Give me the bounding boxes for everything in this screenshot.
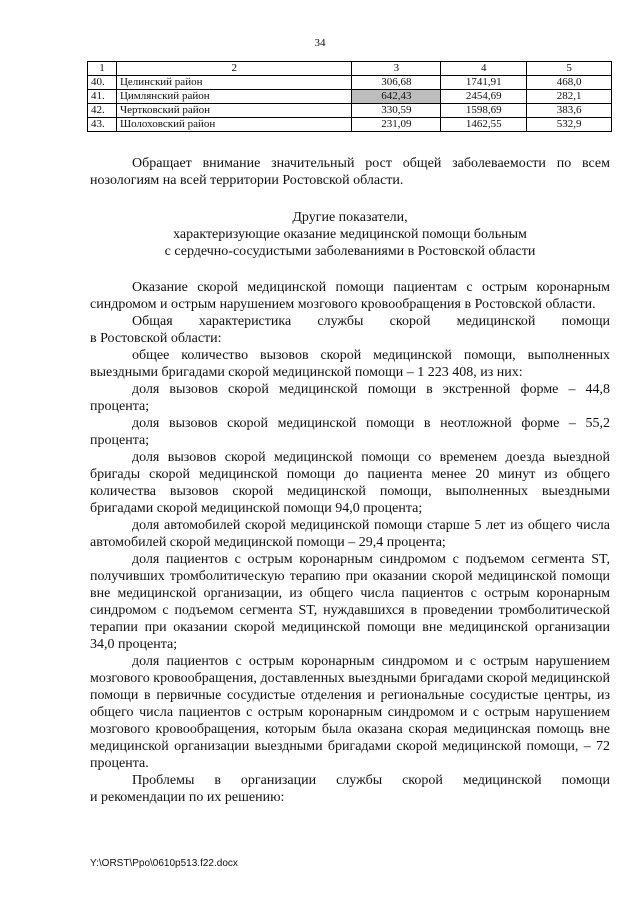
heading-word: скорой: [389, 314, 431, 329]
value-cell: 532,9: [527, 118, 612, 132]
table-row: [88, 76, 612, 90]
table-header-cell: 1: [88, 62, 117, 76]
table-row: [88, 118, 612, 132]
table-header-cell: 3: [352, 62, 441, 76]
heading-word: организации: [240, 773, 317, 788]
value-cell: 231,09: [352, 118, 441, 132]
section-title-line: Другие показатели,: [292, 210, 408, 225]
value-cell: 1462,55: [441, 118, 527, 132]
list-item: общее количество вызовов скорой медицинской помощи, выполненных выездными бригадами скорой медицинской помощи – 1 223 408, из них:: [90, 348, 610, 380]
page-number: 34: [314, 37, 326, 49]
table-row: [88, 90, 612, 104]
main-text: [90, 279, 610, 806]
heading-word: характеристика: [198, 314, 292, 329]
file-path-footer: Y:\ORST\Ppo\0610p513.f22.docx: [90, 858, 238, 869]
heading-word: Общая: [132, 314, 173, 329]
row-number-cell: 43.: [88, 118, 117, 132]
list-item: доля вызовов скорой медицинской помощи в неотложной форме – 55,2 процента;: [90, 416, 610, 448]
table-row: [88, 104, 612, 118]
value-cell: 306,68: [352, 76, 441, 90]
district-name-cell: Шолоховский район: [116, 118, 351, 132]
list-item: доля пациентов с острым коронарным синдромом с подъемом сегмента ST, получивших тромболитическую терапию при оказании скорой медицинской помощи вне медицинской организации, из общего числа пациентов с острым коронарным синдромом с подъемом сегмента ST, нуждавшихся в проведении тромболитической терапии при оказании скорой медицинской помощи вне медицинской организации 34,0 процента;: [90, 552, 610, 652]
value-cell: 383,6: [527, 104, 612, 118]
value-cell: 468,0: [527, 76, 612, 90]
section-title-line: с сердечно-сосудистыми заболеваниями в Ростовской области: [164, 244, 536, 259]
heading-word: в: [214, 773, 221, 788]
value-cell: 1598,69: [441, 104, 527, 118]
intro-paragraph: Оказание скорой медицинской помощи пациентам с острым коронарным синдромом и острым нарушением мозгового кровообращения в Ростовской области.: [90, 280, 610, 312]
value-cell: 282,1: [527, 90, 612, 104]
service-heading-line: [90, 313, 610, 330]
table-header-cell: 5: [527, 62, 612, 76]
district-name-cell: Цимлянский район: [116, 90, 351, 104]
row-number-cell: 42.: [88, 104, 117, 118]
note-paragraph: Обращает внимание значительный рост общей заболеваемости по всем нозологиям на всей территории Ростовской области.: [90, 156, 610, 188]
table-header-cell: 2: [116, 62, 351, 76]
row-number-cell: 40.: [88, 76, 117, 90]
table-header-cell: 4: [441, 62, 527, 76]
heading-word: Проблемы: [132, 773, 195, 788]
heading-word: службы: [336, 773, 383, 788]
heading-word: скорой: [402, 773, 443, 788]
list-item: доля автомобилей скорой медицинской помощи старше 5 лет из общего числа автомобилей скорой медицинской помощи – 29,4 процента;: [90, 518, 610, 550]
list-item: доля пациентов с острым коронарным синдромом и с острым нарушением мозгового кровообращения, доставленных выездными бригадами скорой медицинской помощи в первичные сосудистые отделения и региональные сосудистые центры, из общего числа пациентов с острым коронарным синдромом и с острым нарушением мозгового кровообращения, которым была оказана скорая медицинская помощь вне медицинской организации выездными бригадами скорой медицинской помощи, – 72 процента.: [90, 654, 610, 771]
heading-word: помощи: [561, 314, 610, 329]
problems-heading-tail: и рекомендации по их решению:: [90, 790, 285, 805]
heading-word: службы: [317, 314, 364, 329]
heading-word: медицинской: [456, 314, 536, 329]
list-item: доля вызовов скорой медицинской помощи со временем доезда выездной бригады скорой медицинской помощи до пациента менее 20 минут из общего количества вызовов скорой медицинской помощи, выполненных выездными бригадами скорой медицинской помощи 94,0 процента;: [90, 450, 610, 516]
list-item: доля вызовов скорой медицинской помощи в экстренной форме – 44,8 процента;: [90, 382, 610, 414]
row-number-cell: 41.: [88, 90, 117, 104]
service-heading-tail: в Ростовской области:: [90, 331, 222, 346]
problems-heading-line: [90, 772, 610, 789]
section-title-line: характеризующие оказание медицинской помощи больным: [173, 227, 527, 242]
table-header-row: [88, 62, 612, 76]
value-cell: 330,59: [352, 104, 441, 118]
heading-word: медицинской: [462, 773, 542, 788]
note-block: [90, 155, 610, 189]
district-name-cell: Чертковский район: [116, 104, 351, 118]
heading-word: помощи: [561, 773, 610, 788]
value-cell: 2454,69: [441, 90, 527, 104]
district-name-cell: Целинский район: [116, 76, 351, 90]
data-table: [87, 61, 612, 132]
section-title: [90, 209, 610, 260]
highlighted-value-cell: 642,43: [352, 90, 441, 104]
value-cell: 1741,91: [441, 76, 527, 90]
